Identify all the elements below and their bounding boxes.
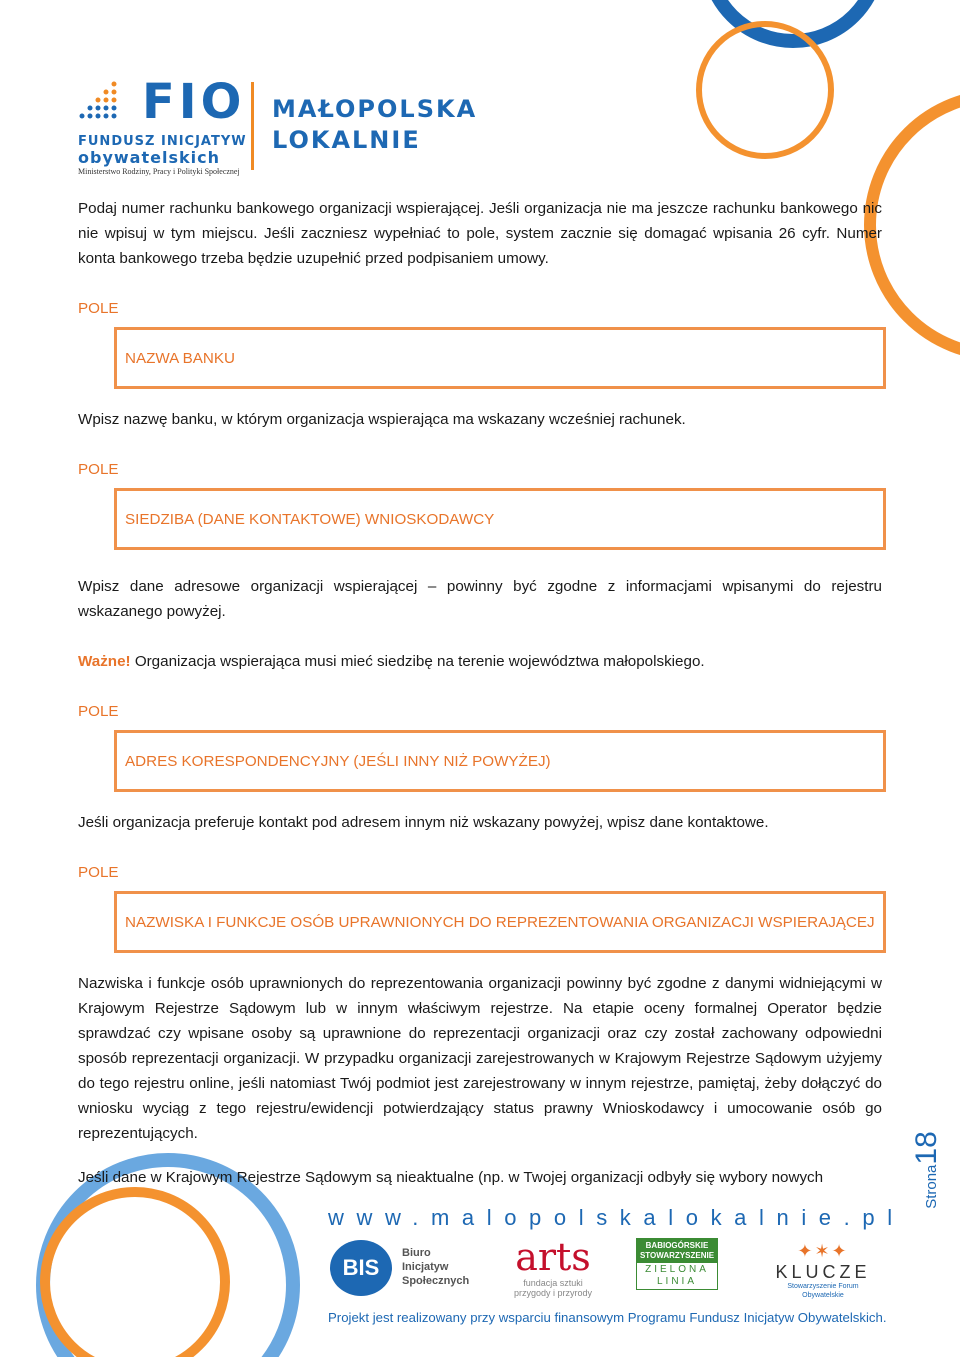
klucze-sub: Stowarzyszenie Forum Obywatelskie <box>787 1283 859 1299</box>
bis-logo <box>330 1236 470 1300</box>
fio-dots-icon <box>76 78 136 128</box>
region-logo-line1: MAŁOPOLSKA <box>272 95 478 123</box>
field-bank-name-label: NAZWA BANKU <box>125 349 235 367</box>
pole-label: POLE <box>78 864 119 881</box>
header-logos <box>76 74 496 178</box>
field-seat-label: SIEDZIBA (DANE KONTAKTOWE) WNIOSKODAWCY <box>125 510 495 528</box>
footer-note: Projekt jest realizowany przy wsparciu finansowym Programu Fundusz Inicjatyw Obywatelskich. <box>328 1310 887 1325</box>
bis-mark: BIS <box>330 1240 392 1296</box>
pole-label: POLE <box>78 461 119 478</box>
klucze-name: KLUCZE <box>775 1262 871 1282</box>
important-note <box>78 649 882 674</box>
fio-line2: obywatelskich <box>78 148 220 167</box>
ministry-text: Ministerstwo Rodziny, Pracy i Polityki Społecznej <box>78 167 240 176</box>
page-number <box>900 1120 950 1220</box>
page-number-value: 18 <box>910 1131 943 1165</box>
fio-logo: FIO <box>142 74 246 130</box>
field-correspondence-address-desc: Jeśli organizacja preferuje kontakt pod adresem innym niż wskazany powyżej, wpisz dane kontaktowe. <box>78 814 769 831</box>
region-logo-line2: LOKALNIE <box>272 126 421 154</box>
important-text: Organizacja wspierająca musi mieć siedzibę na terenie województwa małopolskiego. <box>130 653 705 670</box>
bis-line3: Społecznych <box>402 1275 470 1287</box>
field-representatives[interactable] <box>114 891 886 953</box>
footer-url[interactable]: www.malopolskalokalnie.pl <box>328 1205 905 1230</box>
field-seat[interactable] <box>114 488 886 550</box>
klucze-logo <box>768 1240 878 1299</box>
klucze-figures-icon: ✦✶✦ <box>797 1241 849 1261</box>
page-label: Strona <box>923 1164 940 1209</box>
zl-top: BABIOGÓRSKIE STOWARZYSZENIE <box>636 1238 718 1262</box>
field-correspondence-address-label: ADRES KORESPONDENCYJNY (JEŚLI INNY NIŻ POWYŻEJ) <box>125 752 551 770</box>
arts-sub2: przygody i przyrody <box>513 1288 593 1298</box>
pole-label: POLE <box>78 703 119 720</box>
field-bank-name[interactable] <box>114 327 886 389</box>
zl-line1: ZIELONA <box>645 1264 709 1275</box>
bis-line2: Inicjatyw <box>402 1261 449 1273</box>
fio-line1: FUNDUSZ INICJATYW <box>78 134 247 149</box>
zielona-linia-logo <box>636 1238 718 1294</box>
pole-label: POLE <box>78 300 119 317</box>
zl-line2: LINIA <box>656 1276 697 1287</box>
arts-logo <box>508 1236 598 1296</box>
arts-mark: arts <box>515 1235 591 1279</box>
arts-sub1: fundacja sztuki <box>523 1278 583 1288</box>
last-line: Jeśli dane w Krajowym Rejestrze Sądowym są nieaktualne (np. w Twojej organizacji odbyły się wybory nowych <box>78 1169 824 1186</box>
logo-divider <box>251 82 254 170</box>
field-bank-name-desc: Wpisz nazwę banku, w którym organizacja wspierająca ma wskazany wcześniej rachunek. <box>78 411 686 428</box>
field-representatives-desc: Nazwiska i funkcje osób uprawnionych do reprezentowania organizacji powinny być zgodne z danymi widniejącymi w Krajowym Rejestrze Sądowym lub w innym właściwym rejestrze. Na etapie oceny formalnej Operator będzie sprawdzać czy wpisane osoby są uprawnione do reprezentacji organizacji oraz czy został zachowany odpowiedni sposób reprezentacji organizacji. W przypadku organizacji zarejestrowanych w Krajowym Rejestrze Sądowym użyjemy do tego rejestru online, jeśli natomiast Twój podmiot jest zarejestrowany w innym rejestrze, pamiętaj, żeby dołączyć do wniosku wyciąg z tego rejestru/ewidencji potwierdzający status prawny Wnioskodawcy i umocowanie osób go reprezentujących. <box>78 975 882 1142</box>
field-representatives-label: NAZWISKA I FUNKCJE OSÓB UPRAWNIONYCH DO REPREZENTOWANIA ORGANIZACJI WSPIERAJĄCEJ <box>125 913 875 931</box>
field-correspondence-address[interactable] <box>114 730 886 792</box>
intro-paragraph: Podaj numer rachunku bankowego organizacji wspierającej. Jeśli organizacja nie ma jeszcze rachunku bankowego nic nie wpisuj w tym miejscu. Jeśli zaczniesz wypełniać to pole, system zacznie się domagać wpisania 26 cyfr. Numer konta bankowego trzeba będzie uzupełnić przed podpisaniem umowy. <box>78 200 882 267</box>
field-seat-desc: Wpisz dane adresowe organizacji wspierającej – powinny być zgodne z informacjami wpisanymi do rejestru wskazanego powyżej. <box>78 578 882 620</box>
important-label: Ważne! <box>78 653 131 670</box>
main-content <box>78 196 882 1190</box>
bis-line1: Biuro <box>402 1247 431 1259</box>
